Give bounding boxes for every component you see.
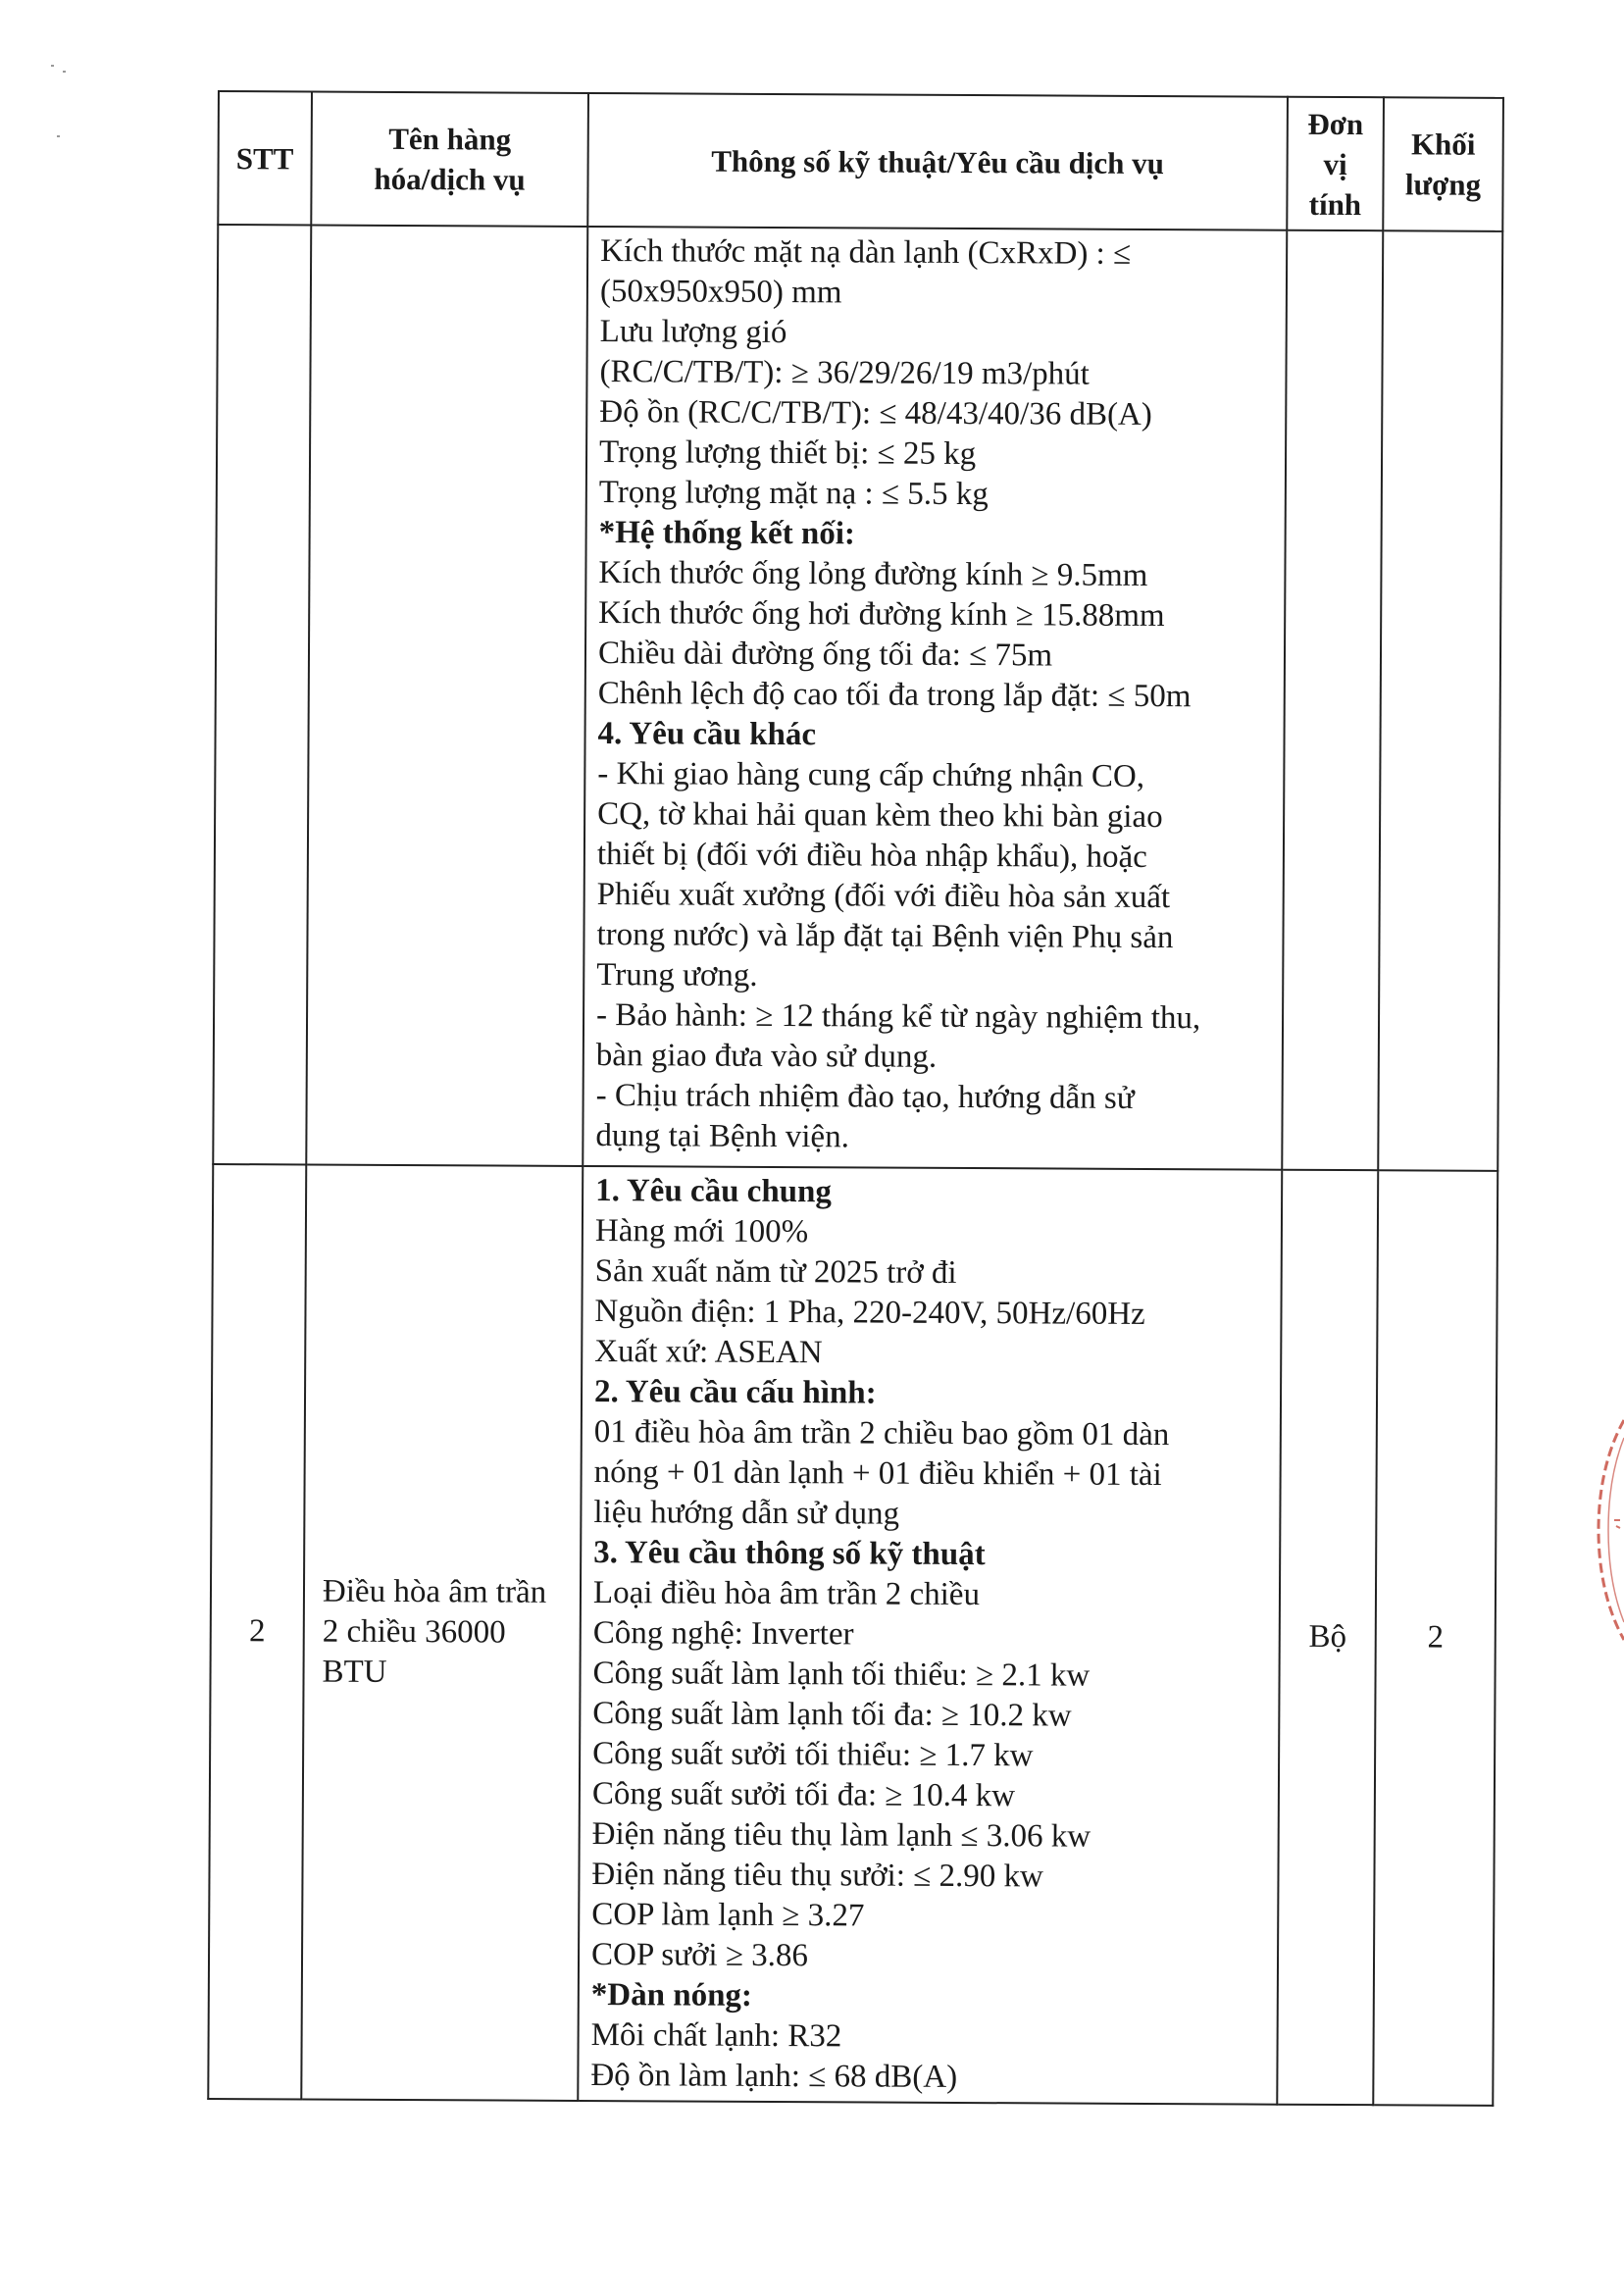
spec-line: Kích thước mặt nạ dàn lạnh (CxRxD) : ≤ [600,233,1132,272]
spec-line: Chênh lệch độ cao tối đa trong lắp đặt: ≤ 50m [597,676,1192,715]
spec-line: - Khi giao hàng cung cấp chứng nhận CO, [597,756,1145,794]
spec-section-heading: 1. Yêu cầu chung [595,1173,833,1210]
spec-line: Hàng mới 100% [594,1213,809,1250]
spec-line: bàn giao đưa vào sử dụng. [595,1038,938,1075]
spec-line: Điện năng tiêu thụ sưởi: ≤ 2.90 kw [591,1857,1043,1895]
spec-line: Môi chất lạnh: R32 [590,2017,842,2055]
table-row [213,225,1502,1171]
scan-speck [51,65,54,67]
spec-section-heading: 2. Yêu cầu cấu hình: [593,1374,877,1411]
spec-line: Lưu lượng gió [599,314,787,351]
spec-line: Kích thước ống lỏng đường kính ≥ 9.5mm [598,555,1148,593]
spec-line: Phiếu xuất xưởng (đối với điều hòa sản xuất [596,877,1171,916]
spec-line: Công nghệ: Inverter [592,1615,854,1653]
spec-line: COP sưởi ≥ 3.86 [590,1937,809,1974]
spec-line: trong nước) và lắp đặt tại Bệnh viện Phụ sản [596,917,1174,956]
row-2-spec [578,1166,1282,2105]
spec-line: COP làm lạnh ≥ 3.27 [591,1897,865,1934]
spec-line: Độ ồn (RC/C/TB/T): ≤ 48/43/40/36 dB(A) [599,394,1152,433]
stamp-fragment [1577,1412,1624,1648]
spec-line: nóng + 01 dàn lạnh + 01 điều khiển + 01 tài [593,1454,1162,1494]
spec-line: (RC/C/TB/T): ≥ 36/29/26/19 m3/phút [599,354,1090,392]
row-2-qty: 2 [1373,1170,1497,2106]
spec-line: Loại điều hòa âm trần 2 chiều [592,1575,981,1613]
spec-line: Trọng lượng thiết bị: ≤ 25 kg [598,434,977,473]
row-continued-spec [583,227,1287,1170]
row-2-unit: Bộ [1277,1170,1378,2106]
row-continued-unit [1282,230,1383,1171]
spec-line: Trọng lượng mặt nạ : ≤ 5.5 kg [598,475,989,513]
spec-line: Xuất xứ: ASEAN [594,1334,823,1371]
spec-line: Công suất làm lạnh tối thiểu: ≥ 2.1 kw [592,1656,1091,1694]
spec-section-heading: *Hệ thống kết nối: [598,515,855,552]
header-qty: Khối lượng [1383,97,1503,231]
table-row [208,1164,1497,2106]
row-continued-qty [1378,230,1502,1171]
spec-line: CQ, tờ khai hải quan kèm theo khi bàn giao [597,796,1163,836]
spec-line: Điện năng tiêu thụ làm lạnh ≤ 3.06 kw [591,1816,1091,1855]
spec-line: - Bảo hành: ≥ 12 tháng kể từ ngày nghiệm thu, [595,997,1201,1037]
header-spec: Thông số kỹ thuật/Yêu cầu dịch vụ [587,93,1288,230]
spec-section-heading: 3. Yêu cầu thông số kỹ thuật [593,1535,986,1573]
spec-section-heading: 4. Yêu cầu khác [597,716,817,753]
row-2-name: Điều hòa âm trần 2 chiều 36000 BTU [301,1164,583,2100]
header-unit: Đơn vị tính [1287,97,1384,231]
spec-line: liệu hướng dẫn sử dụng [593,1495,900,1532]
spec-line: Trung ương. [596,957,758,994]
spec-line: Kích thước ống hơi đường kính ≥ 15.88mm [598,595,1165,635]
specification-table [207,90,1504,2107]
spec-section-heading: *Dàn nóng: [590,1977,753,2014]
scan-speck [57,135,60,137]
header-stt: STT [218,91,312,225]
spec-line: Công suất sưởi tối thiểu: ≥ 1.7 kw [592,1736,1034,1774]
spec-line: thiết bị (đối với điều hòa nhập khẩu), hoặc [596,837,1147,875]
spec-line: (50x950x950) mm [599,274,842,311]
spec-line: dụng tại Bệnh viện. [595,1118,849,1155]
spec-line: Độ ồn làm lạnh: ≤ 68 dB(A) [590,2058,958,2095]
spec-line: Chiều dài đường ống tối đa: ≤ 75m [597,636,1053,674]
table-header-row [218,91,1503,231]
spec-line: 01 điều hòa âm trần 2 chiều bao gồm 01 dàn [593,1414,1170,1453]
spec-line: Công suất làm lạnh tối đa: ≥ 10.2 kw [592,1696,1072,1734]
spec-lines [590,1171,1273,2100]
scan-speck [63,71,66,73]
row-continued-name [306,226,587,1166]
spec-line: Nguồn điện: 1 Pha, 220-240V, 50Hz/60Hz [594,1294,1145,1332]
spec-line: - Chịu trách nhiệm đào tạo, hướng dẫn sử [595,1078,1135,1116]
header-name: Tên hàng hóa/dịch vụ [311,92,588,227]
row-continued-stt [213,225,311,1164]
spec-line: Sản xuất năm từ 2025 trở đi [594,1253,957,1291]
row-2-stt: 2 [208,1164,306,2099]
spec-line: Công suất sưởi tối đa: ≥ 10.4 kw [591,1776,1016,1814]
spec-lines [595,231,1278,1160]
